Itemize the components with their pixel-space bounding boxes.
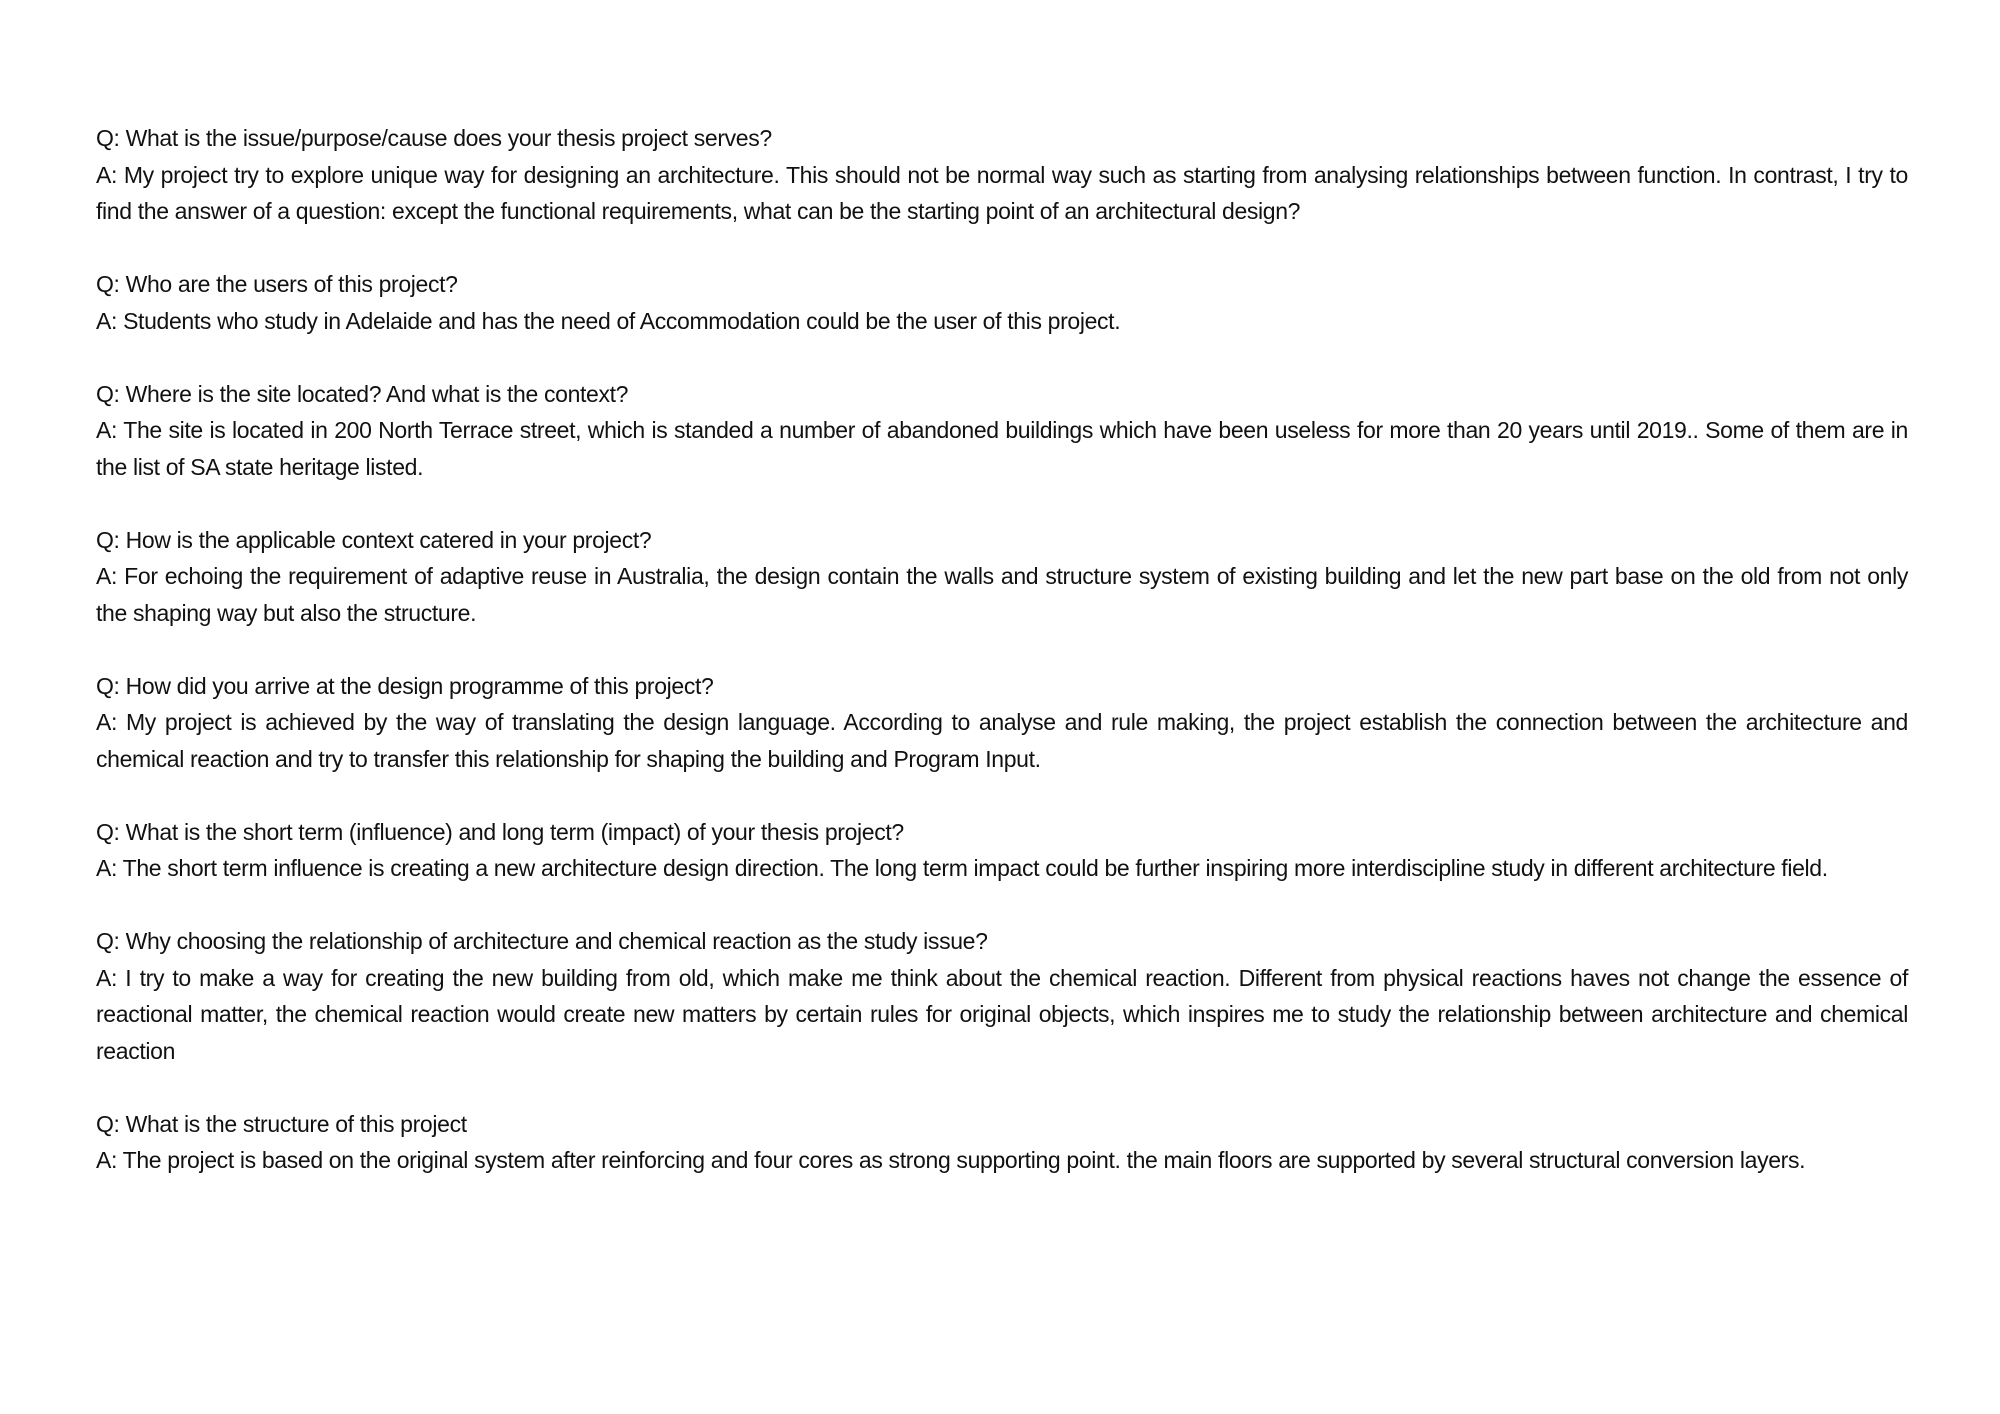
answer-text: A: My project is achieved by the way of translating the design language. According to analyse and rule making, the project establish the connection between the architecture and chemical reaction and try to transfer this relationship for shaping the building and Program Input.: [96, 709, 1908, 772]
question-text: Q: How did you arrive at the design programme of this project?: [96, 672, 714, 699]
qa-item-users: [96, 266, 1908, 339]
answer-text: A: I try to make a way for creating the new building from old, which make me think about the chemical reaction. Different from physical reactions haves not change the essence of reactional matter, the chemical reaction would create new matters by certain rules for original objects, which inspires me to study the relationship between architecture and chemical reaction: [96, 964, 1908, 1064]
qa-item-programme: [96, 668, 1908, 778]
document-page: [96, 120, 1908, 1215]
question-text: Q: What is the short term (influence) and long term (impact) of your thesis project?: [96, 818, 904, 845]
answer-text: A: The short term influence is creating a new architecture design direction. The long term impact could be further inspiring more interdiscipline study in different architecture field.: [96, 855, 1828, 881]
answer-text: A: My project try to explore unique way for designing an architecture. This should not be normal way such as starting from analysing relationships between function. In contrast, I try to find the answer of a question: except the functional requirements, what can be the starting point of an architectural design?: [96, 161, 1908, 224]
answer-text: A: Students who study in Adelaide and has the need of Accommodation could be the user of this project.: [96, 307, 1121, 334]
answer-text: A: The project is based on the original system after reinforcing and four cores as strong supporting point. the main floors are supported by several structural conversion layers.: [96, 1147, 1806, 1173]
qa-item-relationship: [96, 923, 1908, 1069]
question-text: Q: What is the issue/purpose/cause does your thesis project serves?: [96, 125, 772, 151]
question-text: Q: How is the applicable context catered in your project?: [96, 526, 652, 553]
answer-text: A: For echoing the requirement of adaptive reuse in Australia, the design contain the walls and structure system of existing building and let the new part base on the old from not only the shaping way but also the structure.: [96, 563, 1908, 626]
qa-item-structure: [96, 1106, 1908, 1179]
question-text: Q: What is the structure of this project: [96, 1110, 467, 1137]
question-text: Q: Who are the users of this project?: [96, 271, 458, 297]
question-text: Q: Where is the site located? And what is the context?: [96, 380, 629, 407]
qa-item-purpose: [96, 120, 1908, 230]
qa-item-context: [96, 522, 1908, 632]
answer-text: A: The site is located in 200 North Terrace street, which is standed a number of abandoned buildings which have been useless for more than 20 years until 2019.. Some of them are in the list of SA state heritage listed.: [96, 417, 1908, 480]
qa-item-site: [96, 376, 1908, 486]
qa-item-influence: [96, 814, 1908, 887]
question-text: Q: Why choosing the relationship of architecture and chemical reaction as the study issue?: [96, 928, 988, 954]
